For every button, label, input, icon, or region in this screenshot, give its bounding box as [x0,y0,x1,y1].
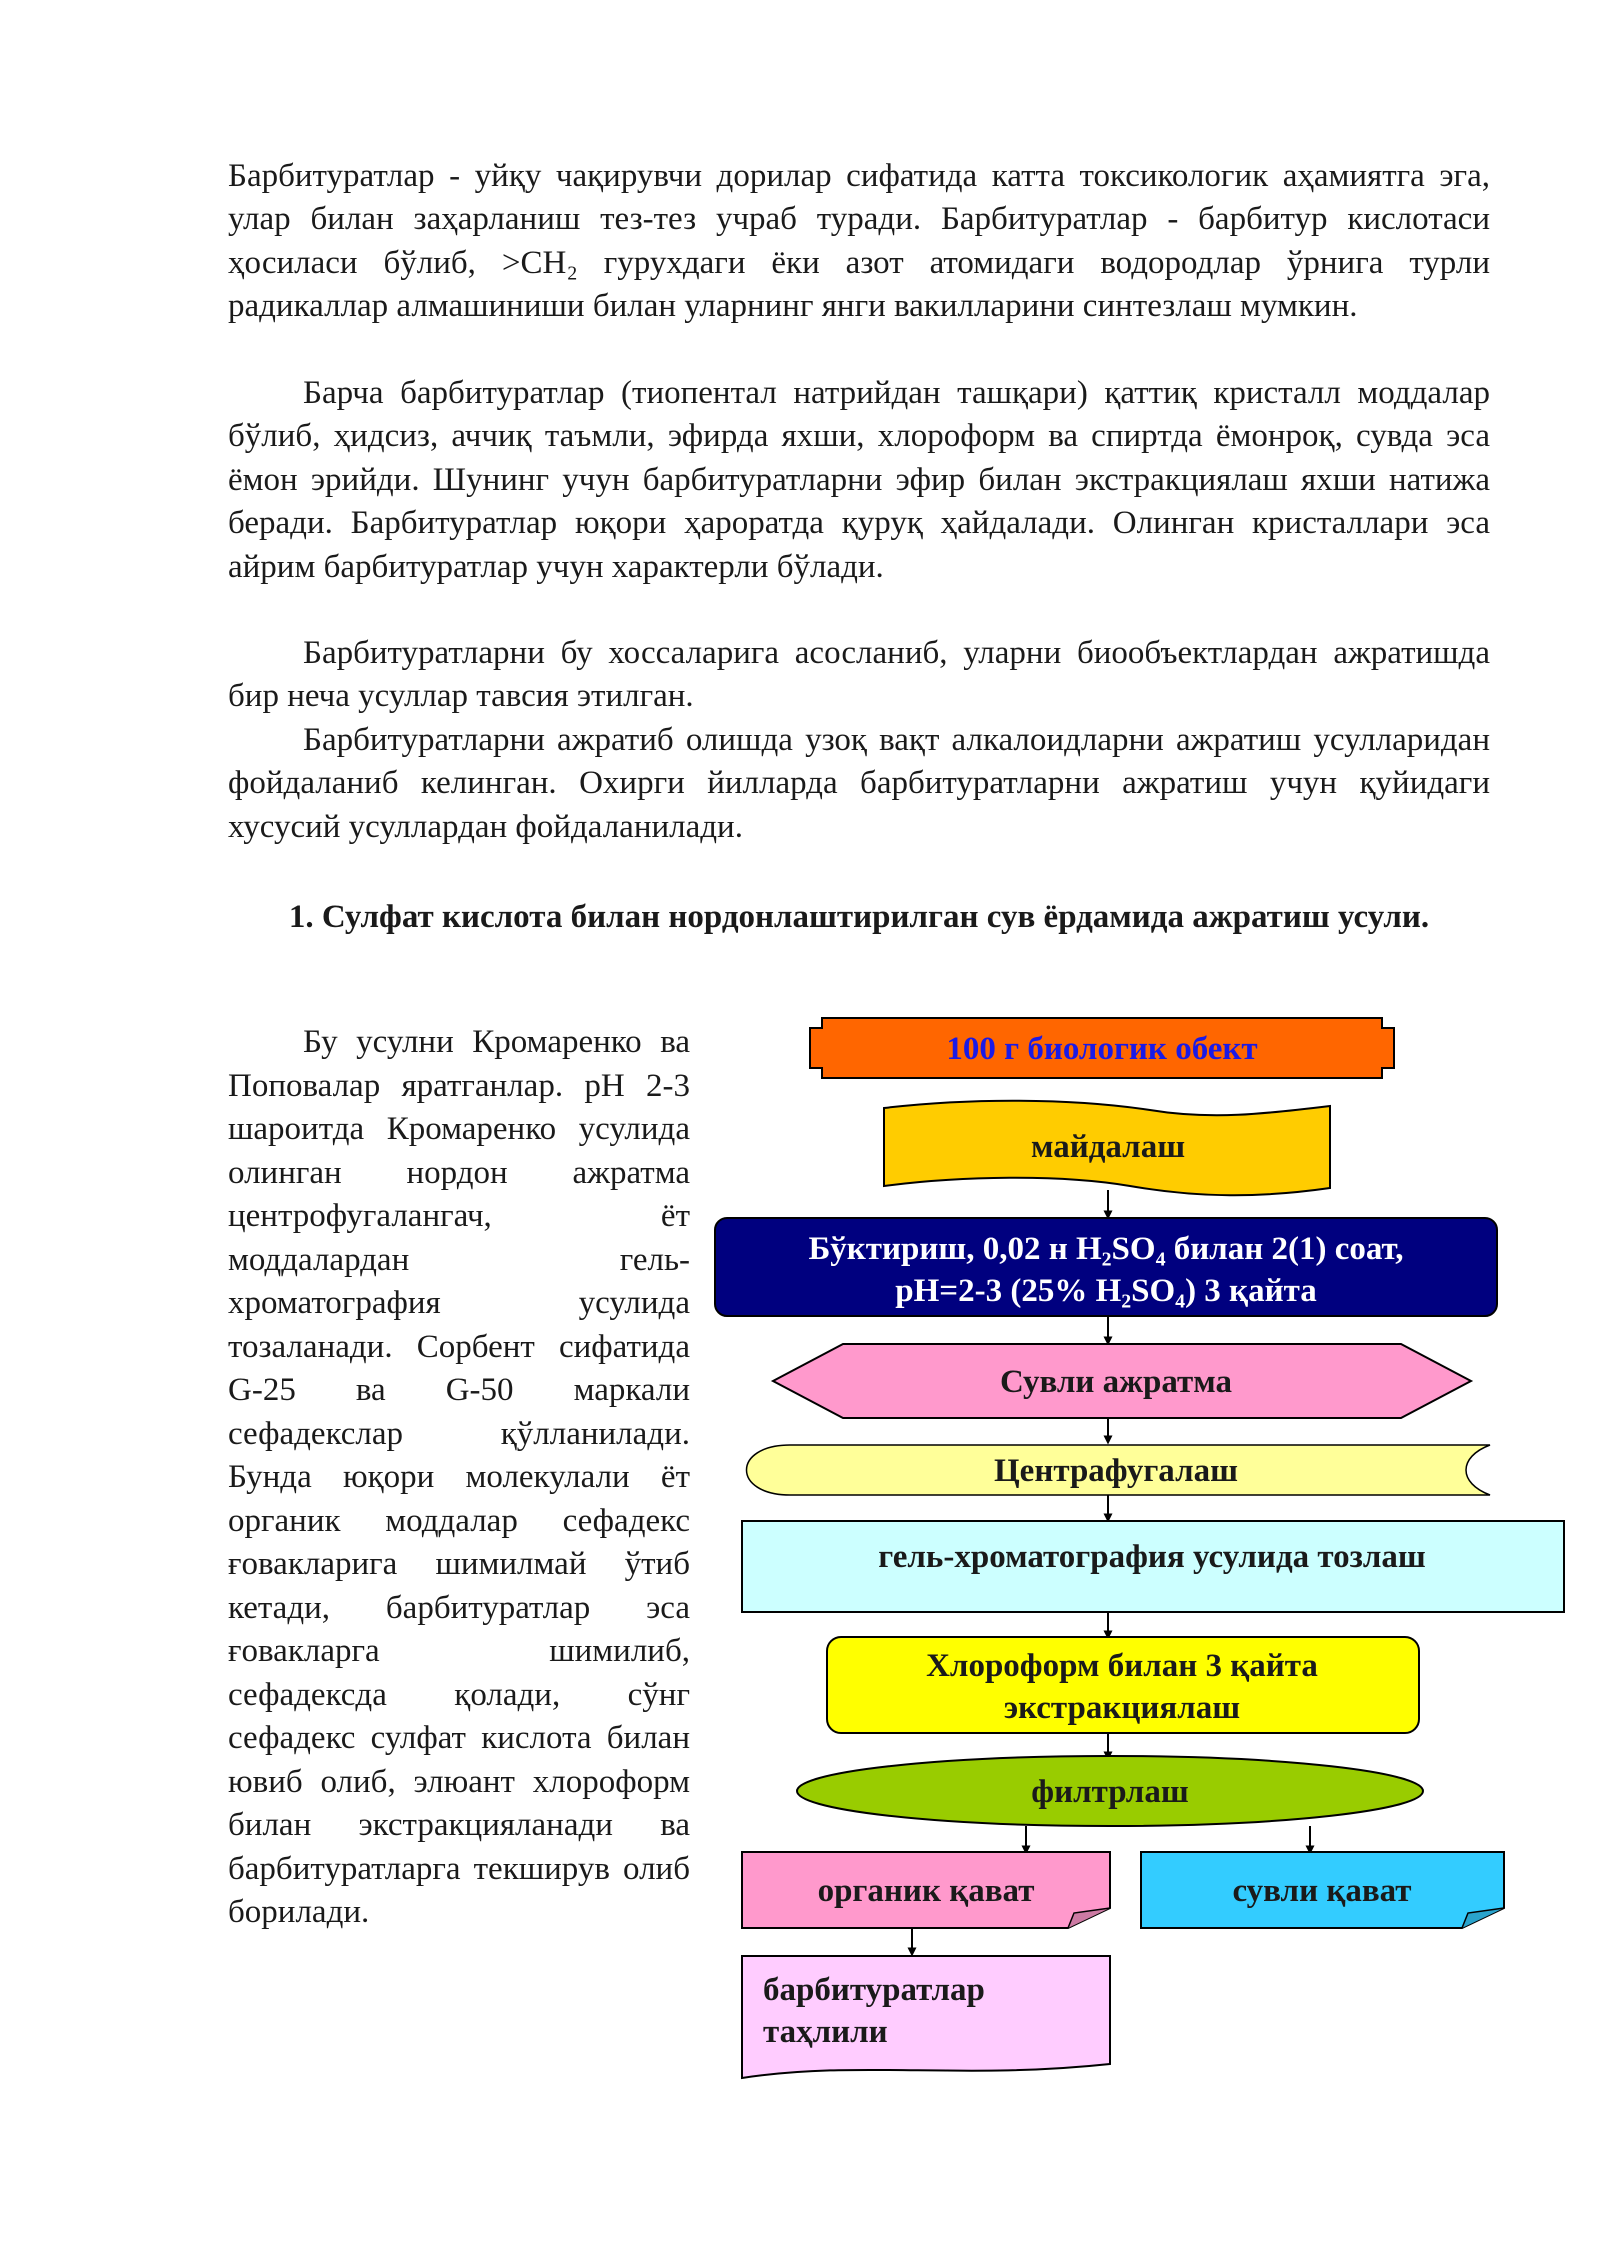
step5-label: Центрафугалаш [994,1453,1238,1489]
final-label-line2: таҳлили [763,2014,888,2050]
right-branch-label: сувли қават [1232,1873,1412,1909]
step1-label: 100 г биологик обект [946,1031,1258,1067]
flow-step-chloroform-extraction [827,1637,1419,1733]
methods-paragraph: Барбитуратларни бу хоссаларига асосланиб, уларни биообъектлардан ажратишда бир неча усуллар тавсия этилган. [228,635,1490,715]
step7-label-line2: экстракциялаш [1003,1690,1241,1726]
step3-label-line2: pH=2-3 (25% H₂SO₄) 3 қайта [895,1273,1317,1309]
step6-label: гель-хроматография усулида тозлаш [878,1539,1426,1575]
flow-step-centrifugation [747,1445,1491,1495]
flow-branch-organic-layer [742,1852,1110,1928]
step2-label: майдалаш [1030,1129,1186,1165]
flow-step-soaking [715,1218,1497,1316]
step7-label-line1: Хлороформ билан 3 қайта [926,1648,1318,1684]
intro-paragraph: Барбитуратлар - уйқу чақирувчи дорилар сифатида катта токсикологик аҳамиятга эга, улар билан заҳарланиш тез-тез учраб туради. Барбитуратлар - барбитур кислотаси ҳосиласи бўлиб, >CH₂ гурухдаги ёки азот атомидаги водородлар ўрнига турли радикаллар алмашиниши билан уларнинг янги вакилларини синтезлаш мумкин. [228,158,1490,325]
step8-label: филтрлаш [1031,1774,1189,1810]
step3-label-line1: Бўктириш, 0,02 н H₂SO₄ билан 2(1) соат, [808,1231,1404,1267]
flow-step-grinding [884,1101,1330,1196]
step4-label: Сувли ажратма [999,1364,1233,1400]
flow-step-gel-chromatography [742,1521,1564,1612]
flow-step-aqueous-extract [773,1344,1471,1418]
history-paragraph: Барбитуратларни ажратиб олишда узоқ вақт алкалоидларни ажратиш усулларидан фойдаланиб келинган. Охирги йилларда барбитуратларни ажратиш учун қуйидаги хусусий усуллардан фойдаланилади. [228,722,1490,845]
flow-step-biological-object [810,1018,1394,1078]
left-branch-label: органик қават [817,1873,1035,1909]
method-description: Бу усулни Кромаренко ва Поповалар яратганлар. pH 2-3 шароитда Кромаренко усулида олинган нордон ажратма центрофугалангач, ёт моддалардан гель-хроматография усулида тозаланади. Сорбент сифатида G-25 ва G-50 маркали сефадекслар қўлланилади. Бунда юқори молекулали ёт органик моддалар сефадекс ғовакларига шимилмай ўтиб кетади, барбитуратлар эса ғовакларга шимилиб, сефадексда қолади, сўнг сефадекс сулфат кислота билан ювиб олиб, элюант хлороформ билан экстракцияланади ва барбитуратларга текширув олиб борилади. [228,1024,690,1930]
final-label-line1: барбитуратлар [763,1972,985,2008]
properties-paragraph: Барча барбитуратлар (тиопентал натрийдан ташқари) қаттиқ кристалл моддалар бўлиб, ҳидсиз, аччиқ таъмли, эфирда яхши, хлороформ ва спиртда ёмонроқ, сувда эса ёмон эрийди. Шунинг учун барбитуратларни эфир билан экстракциялаш яхши натижа беради. Барбитуратлар юқори ҳароратда қуруқ ҳайдалади. Олинган кристаллари эса айрим барбитуратлар учун характерли бўлади. [228,375,1490,585]
flow-step-filtration [797,1756,1423,1826]
flow-branch-aqueous-layer [1141,1852,1504,1928]
section-heading: 1. Сулфат кислота билан нордонлаштирилган сув ёрдамида ажратиш усули. [288,899,1430,935]
flow-step-barbiturate-analysis [742,1956,1110,2078]
